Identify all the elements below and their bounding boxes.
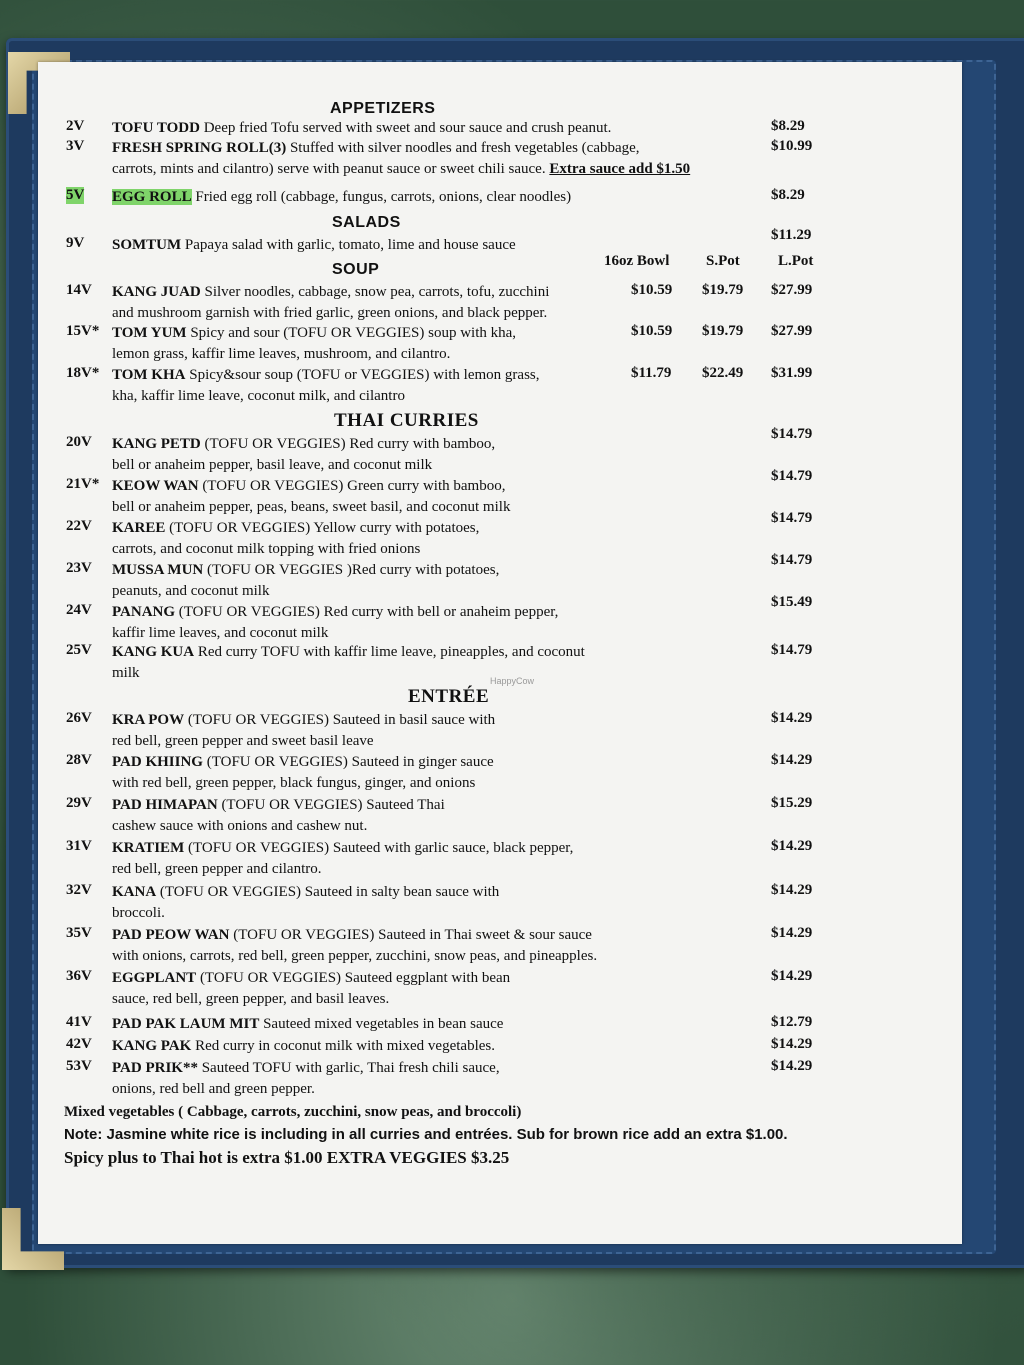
item-name: EGG ROLL — [112, 189, 192, 205]
menu-item — [38, 795, 938, 834]
column-s-pot: S.Pot — [706, 253, 740, 269]
item-code: 28V — [66, 752, 92, 768]
item-name: EGGPLANT — [112, 970, 197, 986]
item-name: PAD PAK LAUM MIT — [112, 1016, 260, 1032]
item-desc-line1: Sauteed mixed vegetables in bean sauce — [263, 1016, 504, 1032]
item-price: $14.79 — [771, 426, 813, 442]
item-description — [112, 1058, 672, 1100]
item-code: 14V — [66, 282, 92, 298]
item-description — [112, 968, 672, 1010]
section-appetizers: APPETIZERS — [330, 100, 436, 117]
item-price: $15.49 — [771, 594, 813, 610]
item-description — [112, 710, 672, 752]
item-name: KANG JUAD — [112, 284, 201, 300]
item-code: 23V — [66, 560, 92, 576]
item-code: 41V — [66, 1014, 92, 1030]
item-desc-line1: (TOFU OR VEGGIES) Red curry with bamboo, — [204, 436, 496, 452]
item-desc-line1: (TOFU OR VEGGIES) Sauteed in ginger sauce — [206, 754, 494, 770]
item-desc-line1: (TOFU OR VEGGIES) Sauteed in Thai sweet & sour sauce — [233, 927, 592, 943]
item-description — [112, 323, 672, 365]
item-name: KANG PAK — [112, 1038, 192, 1054]
item-desc-line1: Sauteed TOFU with garlic, Thai fresh chili sauce, — [201, 1060, 500, 1076]
item-desc-line1: Stuffed with silver noodles and fresh vegetables (cabbage, — [289, 140, 640, 156]
item-description — [112, 1036, 672, 1057]
item-price: $10.99 — [771, 138, 813, 154]
menu-item — [38, 838, 938, 877]
menu-item — [38, 552, 938, 599]
price-l-pot: $31.99 — [771, 365, 813, 381]
item-code: 22V — [66, 518, 92, 534]
item-desc-line2: with red bell, green pepper, black fungus, ginger, and onions — [112, 775, 476, 791]
item-name: KANG PETD — [112, 436, 201, 452]
spicy-extra-note: Spicy plus to Thai hot is extra $1.00 EXTRA VEGGIES $3.25 — [64, 1148, 510, 1167]
menu-item — [38, 138, 938, 177]
item-name: PAD HIMAPAN — [112, 797, 218, 813]
item-description — [112, 365, 672, 407]
item-code: 3V — [66, 138, 85, 154]
item-desc-line1: Papaya salad with garlic, tomato, lime and house sauce — [184, 237, 516, 253]
item-price: $14.79 — [771, 642, 813, 658]
item-price: $14.29 — [771, 1058, 813, 1074]
item-price: $15.29 — [771, 795, 813, 811]
section-salads: SALADS — [332, 214, 401, 231]
item-code: 35V — [66, 925, 92, 941]
item-desc-line1: Deep fried Tofu served with sweet and sour sauce and crush peanut. — [203, 120, 612, 136]
item-code: 26V — [66, 710, 92, 726]
column-l-pot: L.Pot — [778, 253, 814, 269]
item-desc-line1: Silver noodles, cabbage, snow pea, carrots, tofu, zucchini — [204, 284, 550, 300]
item-code: 32V — [66, 882, 92, 898]
item-extra-note: Extra sauce add $1.50 — [549, 161, 691, 177]
menu-item — [38, 1014, 938, 1036]
menu-content — [38, 62, 962, 1244]
item-price: $8.29 — [771, 187, 805, 203]
menu-item — [38, 594, 938, 641]
item-desc-line1: (TOFU OR VEGGIES) Sauteed Thai — [221, 797, 445, 813]
mixed-vegetables-note: Mixed vegetables ( Cabbage, carrots, zucchini, snow peas, and broccoli) — [64, 1104, 522, 1120]
item-desc-line1: (TOFU OR VEGGIES) Sauteed in salty bean sauce with — [159, 884, 500, 900]
menu-item — [38, 323, 938, 362]
item-description — [112, 602, 672, 644]
item-description — [112, 235, 672, 256]
item-desc-line2: broccoli. — [112, 905, 165, 921]
item-desc-line1: Red curry TOFU with kaffir lime leave, pineapples, and coconut — [197, 644, 585, 660]
item-price: $14.29 — [771, 968, 813, 984]
item-code: 25V — [66, 642, 92, 658]
menu-item — [38, 968, 938, 1007]
item-name: PAD PEOW WAN — [112, 927, 230, 943]
item-description — [112, 187, 752, 208]
item-description — [112, 138, 752, 180]
menu-item — [38, 1058, 938, 1097]
item-desc-line2: and mushroom garnish with fried garlic, green onions, and black pepper. — [112, 305, 548, 321]
item-name: KRA POW — [112, 712, 185, 728]
item-desc-line2: kaffir lime leaves, and coconut milk — [112, 625, 329, 641]
item-desc-line1: (TOFU OR VEGGIES) Sauteed eggplant with bean — [199, 970, 511, 986]
item-desc-line2: lemon grass, kaffir lime leaves, mushroom, and cilantro. — [112, 346, 451, 362]
item-name: KAREE — [112, 520, 166, 536]
item-price: $14.29 — [771, 710, 813, 726]
item-name: TOM KHA — [112, 367, 186, 383]
item-name: KANG KUA — [112, 644, 195, 660]
item-name: KEOW WAN — [112, 478, 199, 494]
item-description — [112, 642, 672, 684]
item-price: $14.29 — [771, 1036, 813, 1052]
menu-item — [38, 426, 938, 473]
menu-item — [38, 925, 938, 964]
item-code: 15V* — [66, 323, 100, 339]
item-desc-line1: (TOFU OR VEGGIES) Yellow curry with potatoes, — [169, 520, 480, 536]
item-code: 31V — [66, 838, 92, 854]
price-l-pot: $27.99 — [771, 282, 813, 298]
item-desc-line2: with onions, carrots, red bell, green pepper, zucchini, snow peas, and pineapples. — [112, 948, 598, 964]
menu-item — [38, 510, 938, 557]
item-code: 18V* — [66, 365, 100, 381]
item-desc-line2: milk — [112, 665, 140, 681]
item-code: 36V — [66, 968, 92, 984]
item-desc-line2: carrots, mints and cilantro) serve with peanut sauce or sweet chili sauce. — [112, 161, 546, 177]
price-16oz-bowl: $10.59 — [631, 323, 673, 339]
item-name: TOFU TODD — [112, 120, 200, 136]
item-price: $14.29 — [771, 752, 813, 768]
menu-item — [38, 118, 938, 140]
item-desc-line1: (TOFU OR VEGGIES) Sauteed in basil sauce with — [187, 712, 496, 728]
price-l-pot: $27.99 — [771, 323, 813, 339]
item-desc-line2: bell or anaheim pepper, basil leave, and coconut milk — [112, 457, 433, 473]
item-description — [112, 434, 672, 476]
item-name: SOMTUM — [112, 237, 182, 253]
item-price: $14.29 — [771, 838, 813, 854]
item-code: 53V — [66, 1058, 92, 1074]
menu-item — [38, 365, 938, 404]
section-entree: ENTRÉE — [408, 686, 490, 707]
item-code: 24V — [66, 602, 92, 618]
item-name: PAD PRIK** — [112, 1060, 198, 1076]
item-desc-line1: (TOFU OR VEGGIES )Red curry with potatoes, — [207, 562, 500, 578]
menu-item — [38, 752, 938, 791]
item-description — [112, 118, 752, 139]
menu-item — [38, 882, 938, 921]
item-desc-line2: kha, kaffir lime leave, coconut milk, and cilantro — [112, 388, 405, 404]
item-desc-line2: sauce, red bell, green pepper, and basil leaves. — [112, 991, 390, 1007]
menu-page — [38, 62, 962, 1244]
section-thai-curries: THAI CURRIES — [334, 410, 479, 431]
item-desc-line2: cashew sauce with onions and cashew nut. — [112, 818, 368, 834]
item-description — [112, 838, 672, 880]
item-desc-line2: onions, red bell and green pepper. — [112, 1081, 315, 1097]
item-description — [112, 518, 672, 560]
item-desc-line1: (TOFU OR VEGGIES) Green curry with bamboo, — [202, 478, 506, 494]
rice-note: Note: Jasmine white rice is including in all curries and entrées. Sub for brown rice add an extra $1.00. — [64, 1126, 788, 1143]
item-price: $14.79 — [771, 552, 813, 568]
item-price: $8.29 — [771, 118, 805, 134]
item-price: $11.29 — [771, 227, 812, 243]
item-name: TOM YUM — [112, 325, 187, 341]
item-code: 2V — [66, 118, 85, 134]
price-s-pot: $19.79 — [702, 282, 744, 298]
item-code: 21V* — [66, 476, 100, 492]
item-desc-line2: bell or anaheim pepper, peas, beans, sweet basil, and coconut milk — [112, 499, 511, 515]
menu-item — [38, 227, 938, 257]
item-desc-line1: Spicy&sour soup (TOFU or VEGGIES) with lemon grass, — [189, 367, 540, 383]
item-name: KANA — [112, 884, 157, 900]
item-description — [112, 1014, 672, 1035]
menu-item — [38, 1036, 938, 1058]
menu-item — [38, 468, 938, 515]
item-description — [112, 795, 672, 837]
item-description — [112, 882, 672, 924]
section-soup: SOUP — [332, 261, 380, 278]
column-16oz-bowl: 16oz Bowl — [604, 253, 670, 269]
item-desc-line2: peanuts, and coconut milk — [112, 583, 270, 599]
item-code: 29V — [66, 795, 92, 811]
item-code: 42V — [66, 1036, 92, 1052]
item-desc-line2: carrots, and coconut milk topping with fried onions — [112, 541, 421, 557]
menu-item — [38, 710, 938, 749]
price-16oz-bowl: $10.59 — [631, 282, 673, 298]
menu-item — [38, 187, 938, 209]
item-price: $12.79 — [771, 1014, 813, 1030]
item-desc-line2: red bell, green pepper and sweet basil leave — [112, 733, 374, 749]
item-code: 5V — [66, 187, 85, 203]
price-16oz-bowl: $11.79 — [631, 365, 672, 381]
item-description — [112, 752, 672, 794]
item-desc-line1: Fried egg roll (cabbage, fungus, carrots, onions, clear noodles) — [195, 189, 572, 205]
item-desc-line2: red bell, green pepper and cilantro. — [112, 861, 322, 877]
item-price: $14.29 — [771, 882, 813, 898]
item-code: 20V — [66, 434, 92, 450]
item-description — [112, 925, 752, 967]
price-s-pot: $19.79 — [702, 323, 744, 339]
item-desc-line1: Red curry in coconut milk with mixed vegetables. — [195, 1038, 495, 1054]
item-description — [112, 560, 672, 602]
item-name: PANANG — [112, 604, 176, 620]
item-code: 9V — [66, 235, 85, 251]
item-description — [112, 476, 672, 518]
item-desc-line1: (TOFU OR VEGGIES) Sauteed with garlic sauce, black pepper, — [187, 840, 574, 856]
item-name: KRATIEM — [112, 840, 185, 856]
watermark: HappyCow — [490, 676, 535, 686]
item-desc-line1: Spicy and sour (TOFU OR VEGGIES) soup with kha, — [190, 325, 517, 341]
item-price: $14.79 — [771, 510, 813, 526]
item-name: FRESH SPRING ROLL(3) — [112, 140, 287, 156]
item-name: PAD KHIING — [112, 754, 203, 770]
menu-item — [38, 282, 938, 321]
item-description — [112, 282, 672, 324]
item-price: $14.29 — [771, 925, 813, 941]
item-desc-line1: (TOFU OR VEGGIES) Red curry with bell or anaheim pepper, — [178, 604, 559, 620]
item-name: MUSSA MUN — [112, 562, 204, 578]
price-s-pot: $22.49 — [702, 365, 744, 381]
item-price: $14.79 — [771, 468, 813, 484]
